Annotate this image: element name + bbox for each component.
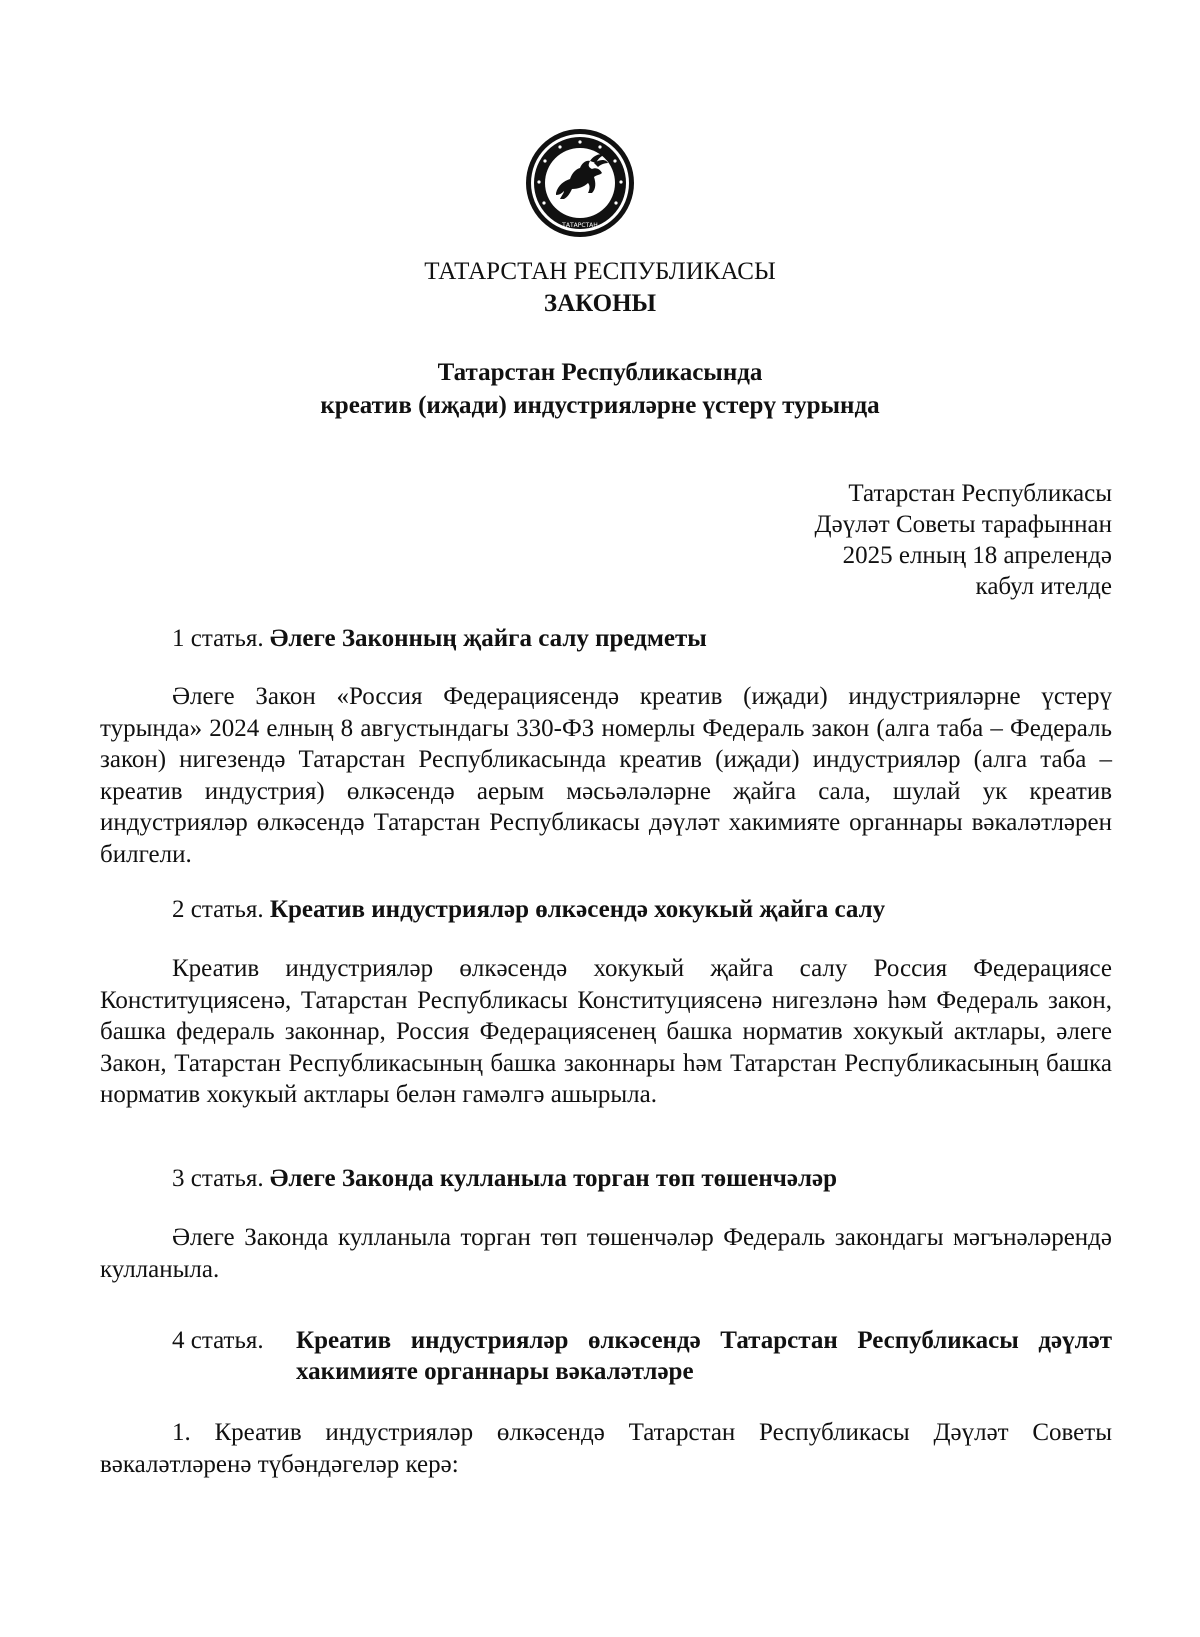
article-3-title: Әлеге Законда кулланыла торган төп төшенчәләр	[269, 1165, 837, 1192]
article-1-heading	[172, 623, 707, 654]
adoption-line-3: 2025 елның 18 апрелендә	[842, 542, 1112, 569]
article-3-number: 3 статья.	[172, 1165, 264, 1192]
article-2-heading	[172, 894, 885, 925]
emblem-caption: ТАТАРСТАН	[562, 222, 598, 229]
law-title-line-2: креатив (иҗади) индустрияләрне үстерү турында	[320, 392, 880, 419]
article-2-number: 2 статья.	[172, 896, 264, 923]
law-title-line-1: Татарстан Республикасында	[437, 359, 763, 386]
article-3-heading	[172, 1163, 837, 1194]
law-heading: ЗАКОНЫ	[543, 290, 657, 317]
article-4-number: 4 статья.	[172, 1327, 264, 1354]
article-1-title: Әлеге Законның җайга салу предметы	[269, 625, 707, 652]
article-2-title: Креатив индустрияләр өлкәсендә хокукый җайга салу	[269, 896, 886, 923]
adoption-line-2: Дәүләт Советы тарафыннан	[814, 511, 1112, 538]
adoption-line-4: кабул ителде	[975, 573, 1112, 600]
republic-heading: ТАТАРСТАН РЕСПУБЛИКАСЫ	[424, 258, 776, 285]
adoption-block	[815, 478, 1112, 602]
adoption-line-1: Татарстан Республикасы	[848, 480, 1112, 507]
article-1-text: Әлеге Закон «Россия Федерациясендә креатив (иҗади) индустрияләрне үстерү турында» 2024 елның 8 августындагы 330-ФЗ номерлы Федераль закон (алга таба – Федераль закон) нигезендә Татарстан Республикасында креатив (иҗади) индустрияләр (алга таба – креатив индустрия) өлкәсендә аерым мәсьәләләрне җайга сала, шулай ук креатив индустрияләр өлкәсендә Татарстан Республикасы дәүләт хакимияте органнары вәкаләтләрен билгели.	[100, 683, 1112, 868]
article-1-number: 1 статья.	[172, 625, 264, 652]
article-4-text: 1. Креатив индустрияләр өлкәсендә Татарстан Республикасы Дәүләт Советы вәкаләтләренә түбәндәгеләр керә:	[100, 1419, 1112, 1478]
article-2-text: Креатив индустрияләр өлкәсендә хокукый җайга салу Россия Федерациясе Конституциясенә, Татарстан Республикасы Конституциясенә нигезләнә һәм Федераль закон, башка федераль законнар, Россия Федерациясенең башка норматив хокукый актлары, әлеге Закон, Татарстан Республикасының башка законнары һәм Татарстан Республикасының башка норматив хокукый актлары белән гамәлгә ашырыла.	[100, 955, 1112, 1108]
article-3-text: Әлеге Законда кулланыла торган төп төшенчәләр Федераль закондагы мәгънәләрендә кулланыла.	[100, 1224, 1112, 1283]
article-4-title: Креатив индустрияләр өлкәсендә Татарстан Республикасы дәүләт хакимияте органнары вәкаләтләре	[296, 1327, 1112, 1385]
tatarstan-emblem	[522, 127, 638, 239]
